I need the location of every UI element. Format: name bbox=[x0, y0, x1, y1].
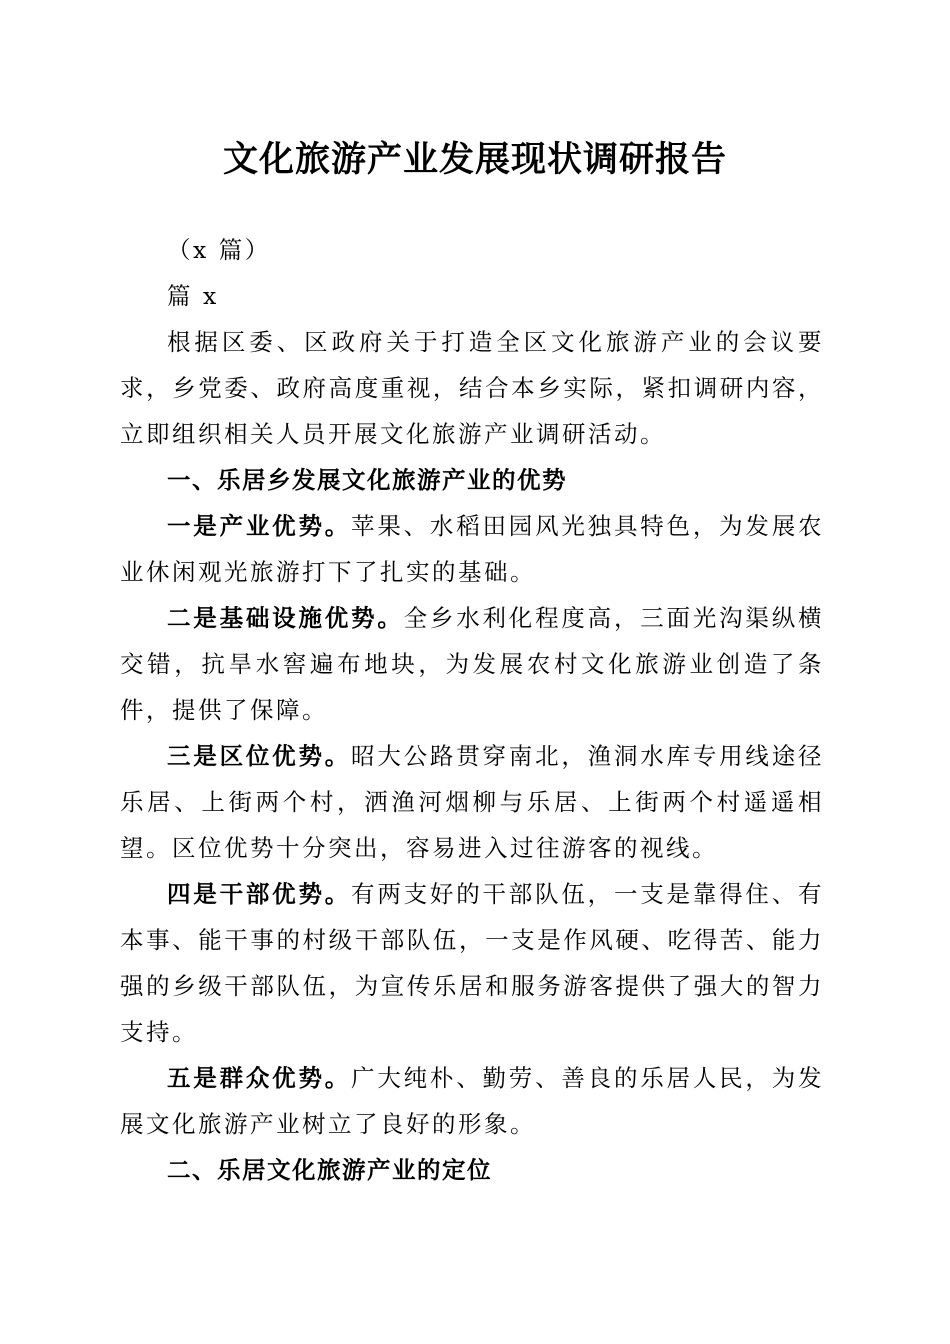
advantage-lead: 一是产业优势。 bbox=[167, 512, 352, 540]
advantage-text: 有两支好的干部队伍，一支是靠得住、有本事、能干事的村级干部队伍，一支是作风硬、吃得苦、能力强的乡级干部队伍，为宣传乐居和服务游客提供了强大的智力支持。 bbox=[120, 880, 825, 1046]
section-heading-1: 一、乐居乡发展文化旅游产业的优势 bbox=[167, 466, 567, 494]
advantage-lead: 二是基础设施优势。 bbox=[167, 604, 404, 632]
advantage-lead: 三是区位优势。 bbox=[167, 742, 352, 770]
advantage-paragraph bbox=[120, 871, 824, 1055]
advantage-text: 昭大公路贯穿南北，渔洞水库专用线途径乐居、上街两个村，洒渔河烟柳与乐居、上街两个村遥遥相望。区位优势十分突出，容易进入过往游客的视线。 bbox=[120, 742, 825, 862]
document-title: 文化旅游产业发展现状调研报告 bbox=[222, 139, 727, 180]
advantage-lead: 五是群众优势。 bbox=[167, 1064, 352, 1092]
advantage-text: 全乡水利化程度高，三面光沟渠纵横交错，抗旱水窖遍布地块，为发展农村文化旅游业创造了条件，提供了保障。 bbox=[120, 604, 824, 724]
subtitle: （x 篇） bbox=[167, 236, 271, 264]
section-heading-2: 二、乐居文化旅游产业的定位 bbox=[167, 1156, 492, 1184]
intro-paragraph: 根据区委、区政府关于打造全区文化旅游产业的会议要求，乡党委、政府高度重视，结合本乡实际，紧扣调研内容，立即组织相关人员开展文化旅游产业调研活动。 bbox=[120, 328, 824, 448]
advantage-text: 苹果、水稻田园风光独具特色，为发展农业休闲观光旅游打下了扎实的基础。 bbox=[120, 512, 825, 586]
part-label: 篇 x bbox=[167, 282, 219, 310]
document-body bbox=[120, 227, 824, 1193]
advantage-paragraph bbox=[120, 595, 824, 733]
advantage-lead: 四是干部优势。 bbox=[167, 880, 352, 908]
advantage-paragraph bbox=[120, 503, 824, 595]
advantage-paragraph bbox=[120, 1055, 824, 1147]
advantage-paragraph bbox=[120, 733, 824, 871]
advantage-text: 广大纯朴、勤劳、善良的乐居人民，为发展文化旅游产业树立了良好的形象。 bbox=[120, 1064, 825, 1138]
